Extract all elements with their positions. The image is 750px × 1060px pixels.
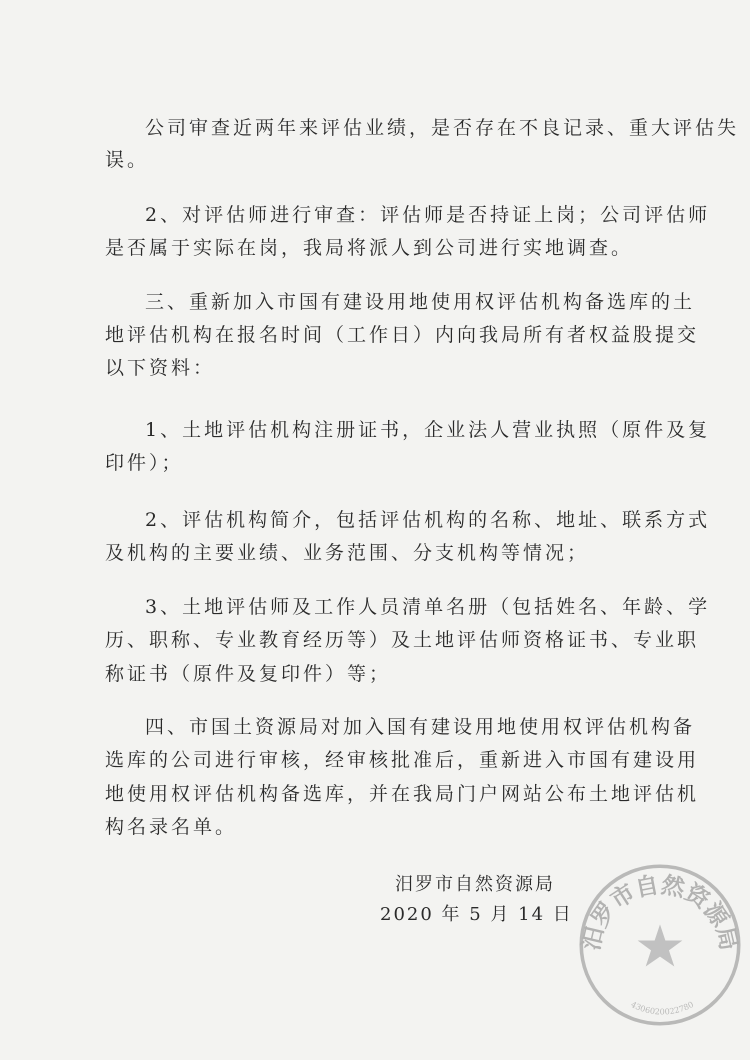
- text-line: 以下资料：: [105, 357, 216, 379]
- text-line: 2、对评估师进行审查：评估师是否持证上岗；公司评估师: [145, 204, 711, 226]
- issue-date: 2020 年 5 月 14 日: [380, 904, 573, 925]
- official-seal: [575, 860, 745, 1030]
- text-line: 3、土地评估师及工作人员清单名册（包括姓名、年龄、学: [145, 596, 711, 618]
- text-line: 历、职称、专业教育经历等）及土地评估师资格证书、专业职: [105, 629, 700, 651]
- text-line: 地使用权评估机构备选库，并在我局门户网站公布土地评估机: [105, 783, 700, 805]
- text-line: 2、评估机构简介，包括评估机构的名称、地址、联系方式: [145, 509, 711, 531]
- text-line: 三、重新加入市国有建设用地使用权评估机构备选库的土: [145, 291, 696, 313]
- seal-text: 汨罗市自然资源局: [577, 871, 743, 953]
- text-line: 构名录名单。: [105, 816, 238, 838]
- text-line: 是否属于实际在岗，我局将派人到公司进行实地调查。: [105, 237, 634, 259]
- text-line: 印件）；: [105, 452, 184, 474]
- text-line: 地评估机构在报名时间（工作日）内向我局所有者权益股提交: [105, 324, 700, 346]
- text-line: 选库的公司进行审核，经审核批准后，重新进入市国有建设用: [105, 749, 700, 771]
- text-line: 称证书（原件及复印件）等；: [105, 663, 392, 685]
- text-line: 公司审查近两年来评估业绩，是否存在不良记录、重大评估失: [145, 117, 740, 139]
- text-line: 1、土地评估机构注册证书，企业法人营业执照（原件及复: [145, 419, 711, 441]
- seal-number: 4306020022780: [629, 999, 696, 1017]
- text-line: 四、市国土资源局对加入国有建设用地使用权评估机构备: [145, 716, 696, 738]
- text-line: 误。: [105, 149, 150, 171]
- text-line: 及机构的主要业绩、业务范围、分支机构等情况；: [105, 542, 590, 564]
- star-icon: [638, 924, 683, 966]
- issuer-name: 汨罗市自然资源局: [395, 874, 555, 895]
